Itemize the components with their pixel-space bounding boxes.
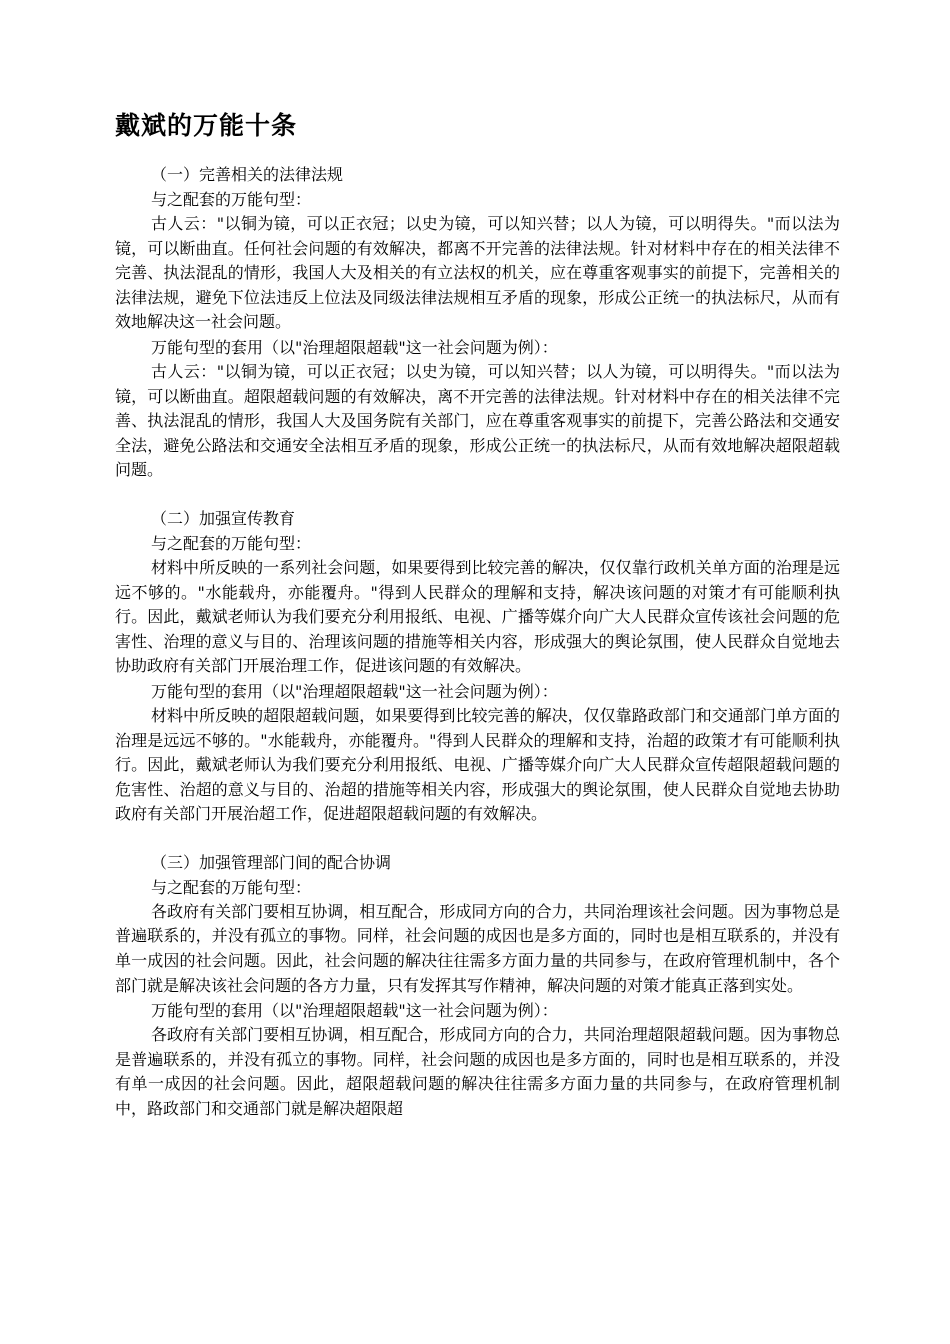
template-paragraph: 古人云："以铜为镜，可以正衣冠；以史为镜，可以知兴替；以人为镜，可以明得失。"而以法为镜，可以断曲直。任何社会问题的有效解决，都离不开完善的法律法规。针对材料中存在的相关法律不完善、执法混乱的情形，我国人大及相关的有立法权的机关，应在尊重客观事实的前提下，完善相关的法律法规，避免下位法违反上位法及同级法律法规相互矛盾的现象，形成公正统一的执法标尺，从而有效地解决这一社会问题。 [115, 214, 840, 332]
section-heading: （二）加强宣传教育 [151, 508, 296, 528]
example-label: 万能句型的套用（以"治理超限超载"这一社会问题为例）： [151, 1001, 558, 1021]
section-heading: （一）完善相关的法律法规 [151, 165, 344, 184]
template-paragraph: 各政府有关部门要相互协调，相互配合，形成同方向的合力，共同治理该社会问题。因为事物总是普遍联系的，并没有孤立的事物。同样，社会问题的成因也是多方面的，同时也是相互联系的，并没有单一成因的社会问题。因此，社会问题的解决往往需多方面力量的共同参与，在政府管理机制中，各个部门就是解决该社会问题的各方力量，只有发挥其写作精神，解决问题的对策才能真正落到实处。 [115, 901, 840, 995]
example-paragraph: 材料中所反映的超限超载问题，如果要得到比较完善的解决，仅仅靠路政部门和交通部门单方面的治理是远远不够的。"水能载舟，亦能覆舟。"得到人民群众的理解和支持，治超的政策才有可能顺利执行。因此，戴斌老师认为我们要充分利用报纸、电视、广播等媒介向广大人民群众宣传超限超载问题的危害性、治超的意义与目的、治超的措施等相关内容，形成强大的舆论氛围，使人民群众自觉地去协助政府有关部门开展治超工作，促进超限超载问题的有效解决。 [115, 705, 840, 824]
template-label: 与之配套的万能句型： [151, 190, 312, 209]
document-page [115, 108, 840, 1145]
template-label: 与之配套的万能句型： [151, 533, 312, 553]
section-1 [115, 162, 840, 483]
section-3 [115, 850, 840, 1122]
example-paragraph: 古人云："以铜为镜，可以正衣冠；以史为镜，可以知兴替；以人为镜，可以明得失。"而以法为镜，可以断曲直。超限超载问题的有效解决，离不开完善的法律法规。针对材料中存在的相关法律不完善、执法混乱的情形，我国人大及国务院有关部门，应在尊重客观事实的前提下，完善公路法和交通安全法，避免公路法和交通安全法相互矛盾的现象，形成公正统一的执法标尺，从而有效地解决超限超载问题。 [115, 361, 840, 480]
example-label: 万能句型的套用（以"治理超限超载"这一社会问题为例）： [151, 337, 558, 357]
example-paragraph: 各政府有关部门要相互协调，相互配合，形成同方向的合力，共同治理超限超载问题。因为事物总是普遍联系的，并没有孤立的事物。同样，社会问题的成因也是多方面的，同时也是相互联系的，并没有单一成因的社会问题。因此，超限超载问题的解决往往需多方面力量的共同参与，在政府管理机制中，路政部门和交通部门就是解决超限超 [115, 1025, 840, 1119]
example-label: 万能句型的套用（以"治理超限超载"这一社会问题为例）： [151, 681, 558, 701]
document-title: 戴斌的万能十条 [115, 111, 298, 140]
section-2 [115, 506, 840, 827]
template-label: 与之配套的万能句型： [151, 877, 312, 897]
section-heading: （三）加强管理部门间的配合协调 [151, 852, 392, 872]
template-paragraph: 材料中所反映的一系列社会问题，如果要得到比较完善的解决，仅仅靠行政机关单方面的治理是远远不够的。"水能载舟，亦能覆舟。"得到人民群众的理解和支持，解决该问题的对策才有可能顺利执行。因此，戴斌老师认为我们要充分利用报纸、电视、广播等媒介向广大人民群众宣传该社会问题的危害性、治理的意义与目的、治理该问题的措施等相关内容，形成强大的舆论氛围，使人民群众自觉地去协助政府有关部门开展治理工作，促进该问题的有效解决。 [115, 557, 840, 676]
